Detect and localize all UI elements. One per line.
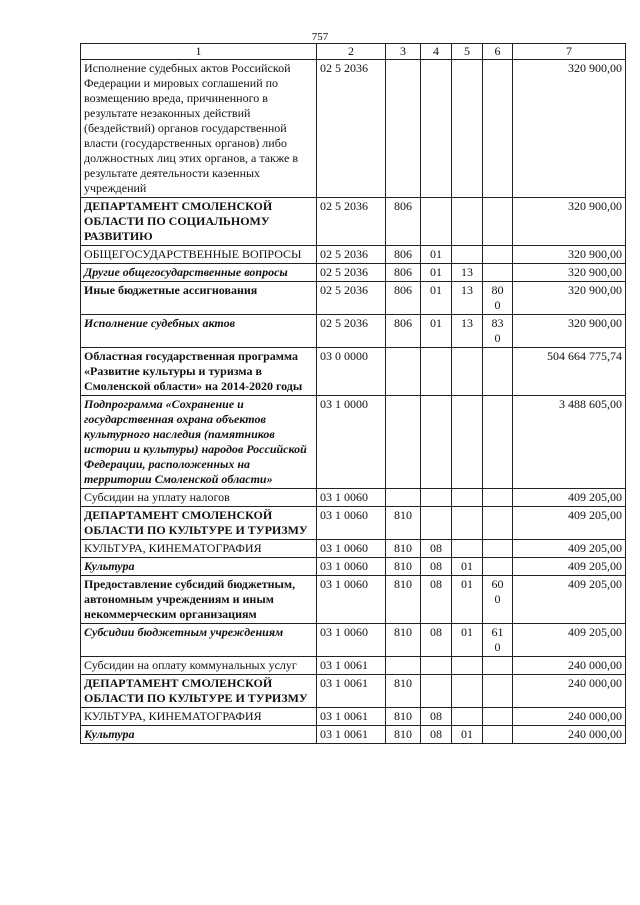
row-subsection-cell xyxy=(452,198,483,246)
row-subsection-cell: 01 xyxy=(452,576,483,624)
row-section-cell: 08 xyxy=(421,576,452,624)
table-row xyxy=(81,348,626,396)
row-amount-cell: 409 205,00 xyxy=(513,576,626,624)
row-expense-type-cell xyxy=(483,507,513,540)
row-code-cell: 02 5 2036 xyxy=(317,282,386,315)
row-subsection-cell xyxy=(452,489,483,507)
row-amount-cell: 409 205,00 xyxy=(513,507,626,540)
row-code-cell: 03 1 0061 xyxy=(317,708,386,726)
row-subsection-cell: 13 xyxy=(452,315,483,348)
table-row xyxy=(81,576,626,624)
row-ministry-cell: 810 xyxy=(386,708,421,726)
row-subsection-cell xyxy=(452,60,483,198)
row-amount-cell: 240 000,00 xyxy=(513,708,626,726)
row-section-cell: 08 xyxy=(421,708,452,726)
row-expense-type-cell xyxy=(483,708,513,726)
row-section-cell: 01 xyxy=(421,246,452,264)
table-header-row xyxy=(81,44,626,60)
row-ministry-cell: 810 xyxy=(386,624,421,657)
row-name-cell: Культура xyxy=(81,558,317,576)
row-expense-type-cell: 61 0 xyxy=(483,624,513,657)
row-section-cell xyxy=(421,657,452,675)
row-ministry-cell xyxy=(386,60,421,198)
row-expense-type-cell xyxy=(483,60,513,198)
table-row xyxy=(81,558,626,576)
row-amount-cell: 240 000,00 xyxy=(513,726,626,744)
row-name-cell: Субсидии на уплату налогов xyxy=(81,489,317,507)
row-subsection-cell xyxy=(452,657,483,675)
header-cell: 1 xyxy=(81,44,317,60)
row-amount-cell: 320 900,00 xyxy=(513,264,626,282)
row-code-cell: 03 1 0061 xyxy=(317,657,386,675)
row-amount-cell: 320 900,00 xyxy=(513,246,626,264)
row-code-cell: 03 1 0061 xyxy=(317,726,386,744)
table-row xyxy=(81,726,626,744)
header-cell: 4 xyxy=(421,44,452,60)
row-ministry-cell: 810 xyxy=(386,558,421,576)
row-subsection-cell xyxy=(452,348,483,396)
header-cell: 5 xyxy=(452,44,483,60)
row-section-cell xyxy=(421,348,452,396)
row-code-cell: 03 1 0060 xyxy=(317,489,386,507)
row-expense-type-cell: 83 0 xyxy=(483,315,513,348)
row-ministry-cell xyxy=(386,489,421,507)
table-body xyxy=(81,44,626,744)
row-ministry-cell: 810 xyxy=(386,675,421,708)
row-amount-cell: 409 205,00 xyxy=(513,558,626,576)
row-subsection-cell xyxy=(452,708,483,726)
row-subsection-cell xyxy=(452,396,483,489)
row-expense-type-cell xyxy=(483,675,513,708)
row-name-cell: ДЕПАРТАМЕНТ СМОЛЕНСКОЙ ОБЛАСТИ ПО СОЦИАЛЬНОМУ РАЗВИТИЮ xyxy=(81,198,317,246)
row-ministry-cell: 806 xyxy=(386,264,421,282)
row-code-cell: 03 1 0060 xyxy=(317,576,386,624)
row-section-cell xyxy=(421,198,452,246)
row-name-cell: Исполнение судебных актов xyxy=(81,315,317,348)
row-name-cell: ОБЩЕГОСУДАРСТВЕННЫЕ ВОПРОСЫ xyxy=(81,246,317,264)
row-amount-cell: 240 000,00 xyxy=(513,675,626,708)
row-code-cell: 02 5 2036 xyxy=(317,198,386,246)
table-row xyxy=(81,624,626,657)
row-code-cell: 03 1 0060 xyxy=(317,558,386,576)
row-amount-cell: 504 664 775,74 xyxy=(513,348,626,396)
row-expense-type-cell: 60 0 xyxy=(483,576,513,624)
row-section-cell xyxy=(421,396,452,489)
table-row xyxy=(81,315,626,348)
page-number: 757 xyxy=(311,31,329,43)
row-subsection-cell: 01 xyxy=(452,624,483,657)
row-section-cell: 08 xyxy=(421,726,452,744)
row-ministry-cell: 806 xyxy=(386,246,421,264)
row-name-cell: ДЕПАРТАМЕНТ СМОЛЕНСКОЙ ОБЛАСТИ ПО КУЛЬТУРЕ И ТУРИЗМУ xyxy=(81,507,317,540)
row-ministry-cell: 810 xyxy=(386,507,421,540)
table-row xyxy=(81,675,626,708)
row-name-cell: Предоставление субсидий бюджетным, автономным учреждениям и иным некоммерческим организациям xyxy=(81,576,317,624)
row-expense-type-cell xyxy=(483,558,513,576)
row-amount-cell: 3 488 605,00 xyxy=(513,396,626,489)
table-row xyxy=(81,60,626,198)
table-row xyxy=(81,198,626,246)
table-row xyxy=(81,282,626,315)
row-name-cell: Субсидии бюджетным учреждениям xyxy=(81,624,317,657)
header-cell: 3 xyxy=(386,44,421,60)
row-subsection-cell: 01 xyxy=(452,558,483,576)
row-subsection-cell xyxy=(452,507,483,540)
row-amount-cell: 320 900,00 xyxy=(513,60,626,198)
row-expense-type-cell xyxy=(483,540,513,558)
row-amount-cell: 409 205,00 xyxy=(513,624,626,657)
row-section-cell xyxy=(421,60,452,198)
header-cell: 2 xyxy=(317,44,386,60)
row-ministry-cell: 806 xyxy=(386,315,421,348)
row-section-cell xyxy=(421,507,452,540)
row-expense-type-cell xyxy=(483,246,513,264)
row-expense-type-cell xyxy=(483,489,513,507)
row-code-cell: 02 5 2036 xyxy=(317,264,386,282)
row-name-cell: ДЕПАРТАМЕНТ СМОЛЕНСКОЙ ОБЛАСТИ ПО КУЛЬТУРЕ И ТУРИЗМУ xyxy=(81,675,317,708)
row-code-cell: 02 5 2036 xyxy=(317,246,386,264)
row-ministry-cell: 810 xyxy=(386,576,421,624)
row-section-cell: 08 xyxy=(421,558,452,576)
table-row xyxy=(81,489,626,507)
row-subsection-cell xyxy=(452,540,483,558)
row-subsection-cell xyxy=(452,675,483,708)
row-expense-type-cell xyxy=(483,198,513,246)
row-expense-type-cell xyxy=(483,348,513,396)
row-section-cell xyxy=(421,675,452,708)
row-code-cell: 02 5 2036 xyxy=(317,315,386,348)
row-amount-cell: 320 900,00 xyxy=(513,198,626,246)
row-section-cell: 08 xyxy=(421,624,452,657)
row-expense-type-cell xyxy=(483,396,513,489)
row-ministry-cell xyxy=(386,657,421,675)
table-row xyxy=(81,264,626,282)
row-ministry-cell: 810 xyxy=(386,726,421,744)
row-subsection-cell: 01 xyxy=(452,726,483,744)
row-amount-cell: 240 000,00 xyxy=(513,657,626,675)
row-amount-cell: 409 205,00 xyxy=(513,489,626,507)
row-ministry-cell: 806 xyxy=(386,282,421,315)
row-section-cell xyxy=(421,489,452,507)
table-row xyxy=(81,540,626,558)
row-name-cell: Иные бюджетные ассигнования xyxy=(81,282,317,315)
row-name-cell: Другие общегосударственные вопросы xyxy=(81,264,317,282)
table-row xyxy=(81,507,626,540)
row-name-cell: КУЛЬТУРА, КИНЕМАТОГРАФИЯ xyxy=(81,708,317,726)
row-ministry-cell: 810 xyxy=(386,540,421,558)
row-ministry-cell xyxy=(386,348,421,396)
row-name-cell: Культура xyxy=(81,726,317,744)
row-code-cell: 03 1 0060 xyxy=(317,507,386,540)
row-name-cell: КУЛЬТУРА, КИНЕМАТОГРАФИЯ xyxy=(81,540,317,558)
row-section-cell: 01 xyxy=(421,264,452,282)
row-code-cell: 03 1 0000 xyxy=(317,396,386,489)
row-amount-cell: 409 205,00 xyxy=(513,540,626,558)
row-expense-type-cell xyxy=(483,726,513,744)
row-code-cell: 03 1 0060 xyxy=(317,624,386,657)
header-cell: 7 xyxy=(513,44,626,60)
row-name-cell: Субсидии на оплату коммунальных услуг xyxy=(81,657,317,675)
row-subsection-cell xyxy=(452,246,483,264)
row-subsection-cell: 13 xyxy=(452,282,483,315)
row-name-cell: Исполнение судебных актов Российской Федерации и мировых соглашений по возмещению вреда, причиненного в результате незаконных действий (бездействий) органов государственной власти (государственных органов) либо должностных лиц этих органов, а также в результате деятельности казенных учреждений xyxy=(81,60,317,198)
header-cell: 6 xyxy=(483,44,513,60)
row-section-cell: 01 xyxy=(421,282,452,315)
table-row xyxy=(81,396,626,489)
row-ministry-cell: 806 xyxy=(386,198,421,246)
row-expense-type-cell: 80 0 xyxy=(483,282,513,315)
table-row xyxy=(81,708,626,726)
budget-table xyxy=(80,43,626,744)
row-amount-cell: 320 900,00 xyxy=(513,282,626,315)
table-row xyxy=(81,657,626,675)
row-expense-type-cell xyxy=(483,264,513,282)
row-section-cell: 08 xyxy=(421,540,452,558)
row-code-cell: 02 5 2036 xyxy=(317,60,386,198)
row-amount-cell: 320 900,00 xyxy=(513,315,626,348)
row-code-cell: 03 1 0060 xyxy=(317,540,386,558)
row-ministry-cell xyxy=(386,396,421,489)
row-code-cell: 03 1 0061 xyxy=(317,675,386,708)
row-expense-type-cell xyxy=(483,657,513,675)
row-subsection-cell: 13 xyxy=(452,264,483,282)
row-name-cell: Подпрограмма «Сохранение и государственная охрана объектов культурного наследия (памятников истории и культуры) народов Российской Федерации, расположенных на территории Смоленской области» xyxy=(81,396,317,489)
row-code-cell: 03 0 0000 xyxy=(317,348,386,396)
row-name-cell: Областная государственная программа «Развитие культуры и туризма в Смоленской области» на 2014-2020 годы xyxy=(81,348,317,396)
row-section-cell: 01 xyxy=(421,315,452,348)
table-row xyxy=(81,246,626,264)
